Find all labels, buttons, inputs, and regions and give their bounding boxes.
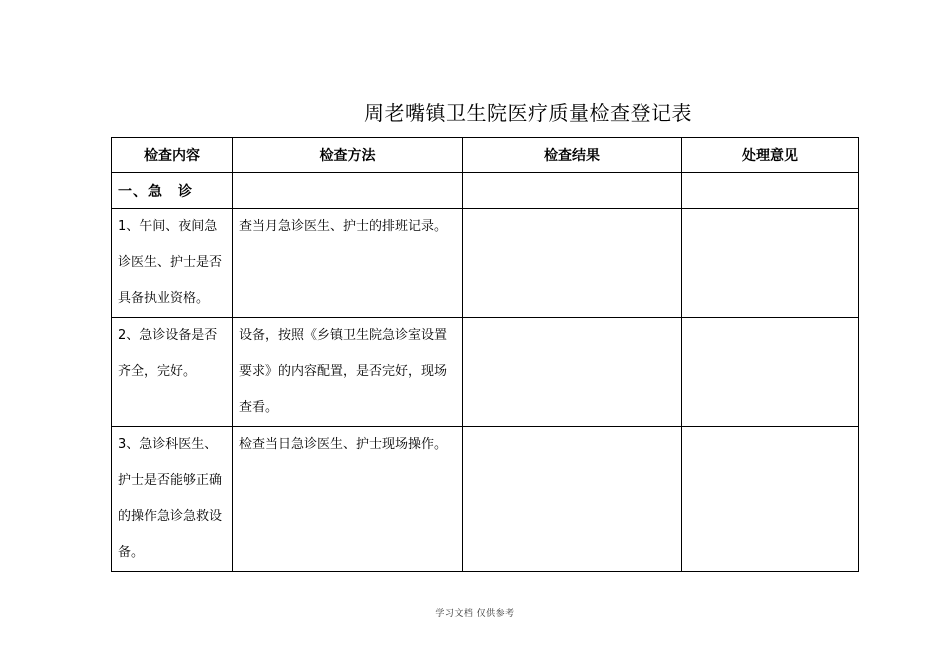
header-result: 检查结果: [463, 138, 682, 173]
empty-cell: [682, 173, 859, 209]
table-row: [112, 427, 859, 572]
inspection-table: [111, 137, 859, 572]
row-opinion[interactable]: [682, 209, 859, 318]
empty-cell: [463, 173, 682, 209]
row-result[interactable]: [463, 427, 682, 572]
row-method: 检查当日急诊医生、护士现场操作。: [233, 427, 463, 572]
footer-note: 学习文档 仅供参考: [435, 609, 515, 619]
section-row: [112, 173, 859, 209]
section-label: 一、急 诊: [112, 173, 233, 209]
row-opinion[interactable]: [682, 318, 859, 427]
table-row: [112, 318, 859, 427]
header-opinion: 处理意见: [682, 138, 859, 173]
row-method: 设备，按照《乡镇卫生院急诊室设置要求》的内容配置，是否完好，现场查看。: [233, 318, 463, 427]
row-method: 查当月急诊医生、护士的排班记录。: [233, 209, 463, 318]
row-opinion[interactable]: [682, 427, 859, 572]
row-content: 1、午间、夜间急诊医生、护士是否具备执业资格。: [112, 209, 233, 318]
header-method: 检查方法: [233, 138, 463, 173]
empty-cell: [233, 173, 463, 209]
header-content: 检查内容: [112, 138, 233, 173]
row-result[interactable]: [463, 209, 682, 318]
row-content: 3、急诊科医生、护士是否能够正确的操作急诊急救设备。: [112, 427, 233, 572]
table-header-row: [112, 138, 859, 173]
row-result[interactable]: [463, 318, 682, 427]
row-content: 2、急诊设备是否齐全，完好。: [112, 318, 233, 427]
document-title: 周老嘴镇卫生院医疗质量检查登记表: [364, 101, 692, 125]
table-row: [112, 209, 859, 318]
